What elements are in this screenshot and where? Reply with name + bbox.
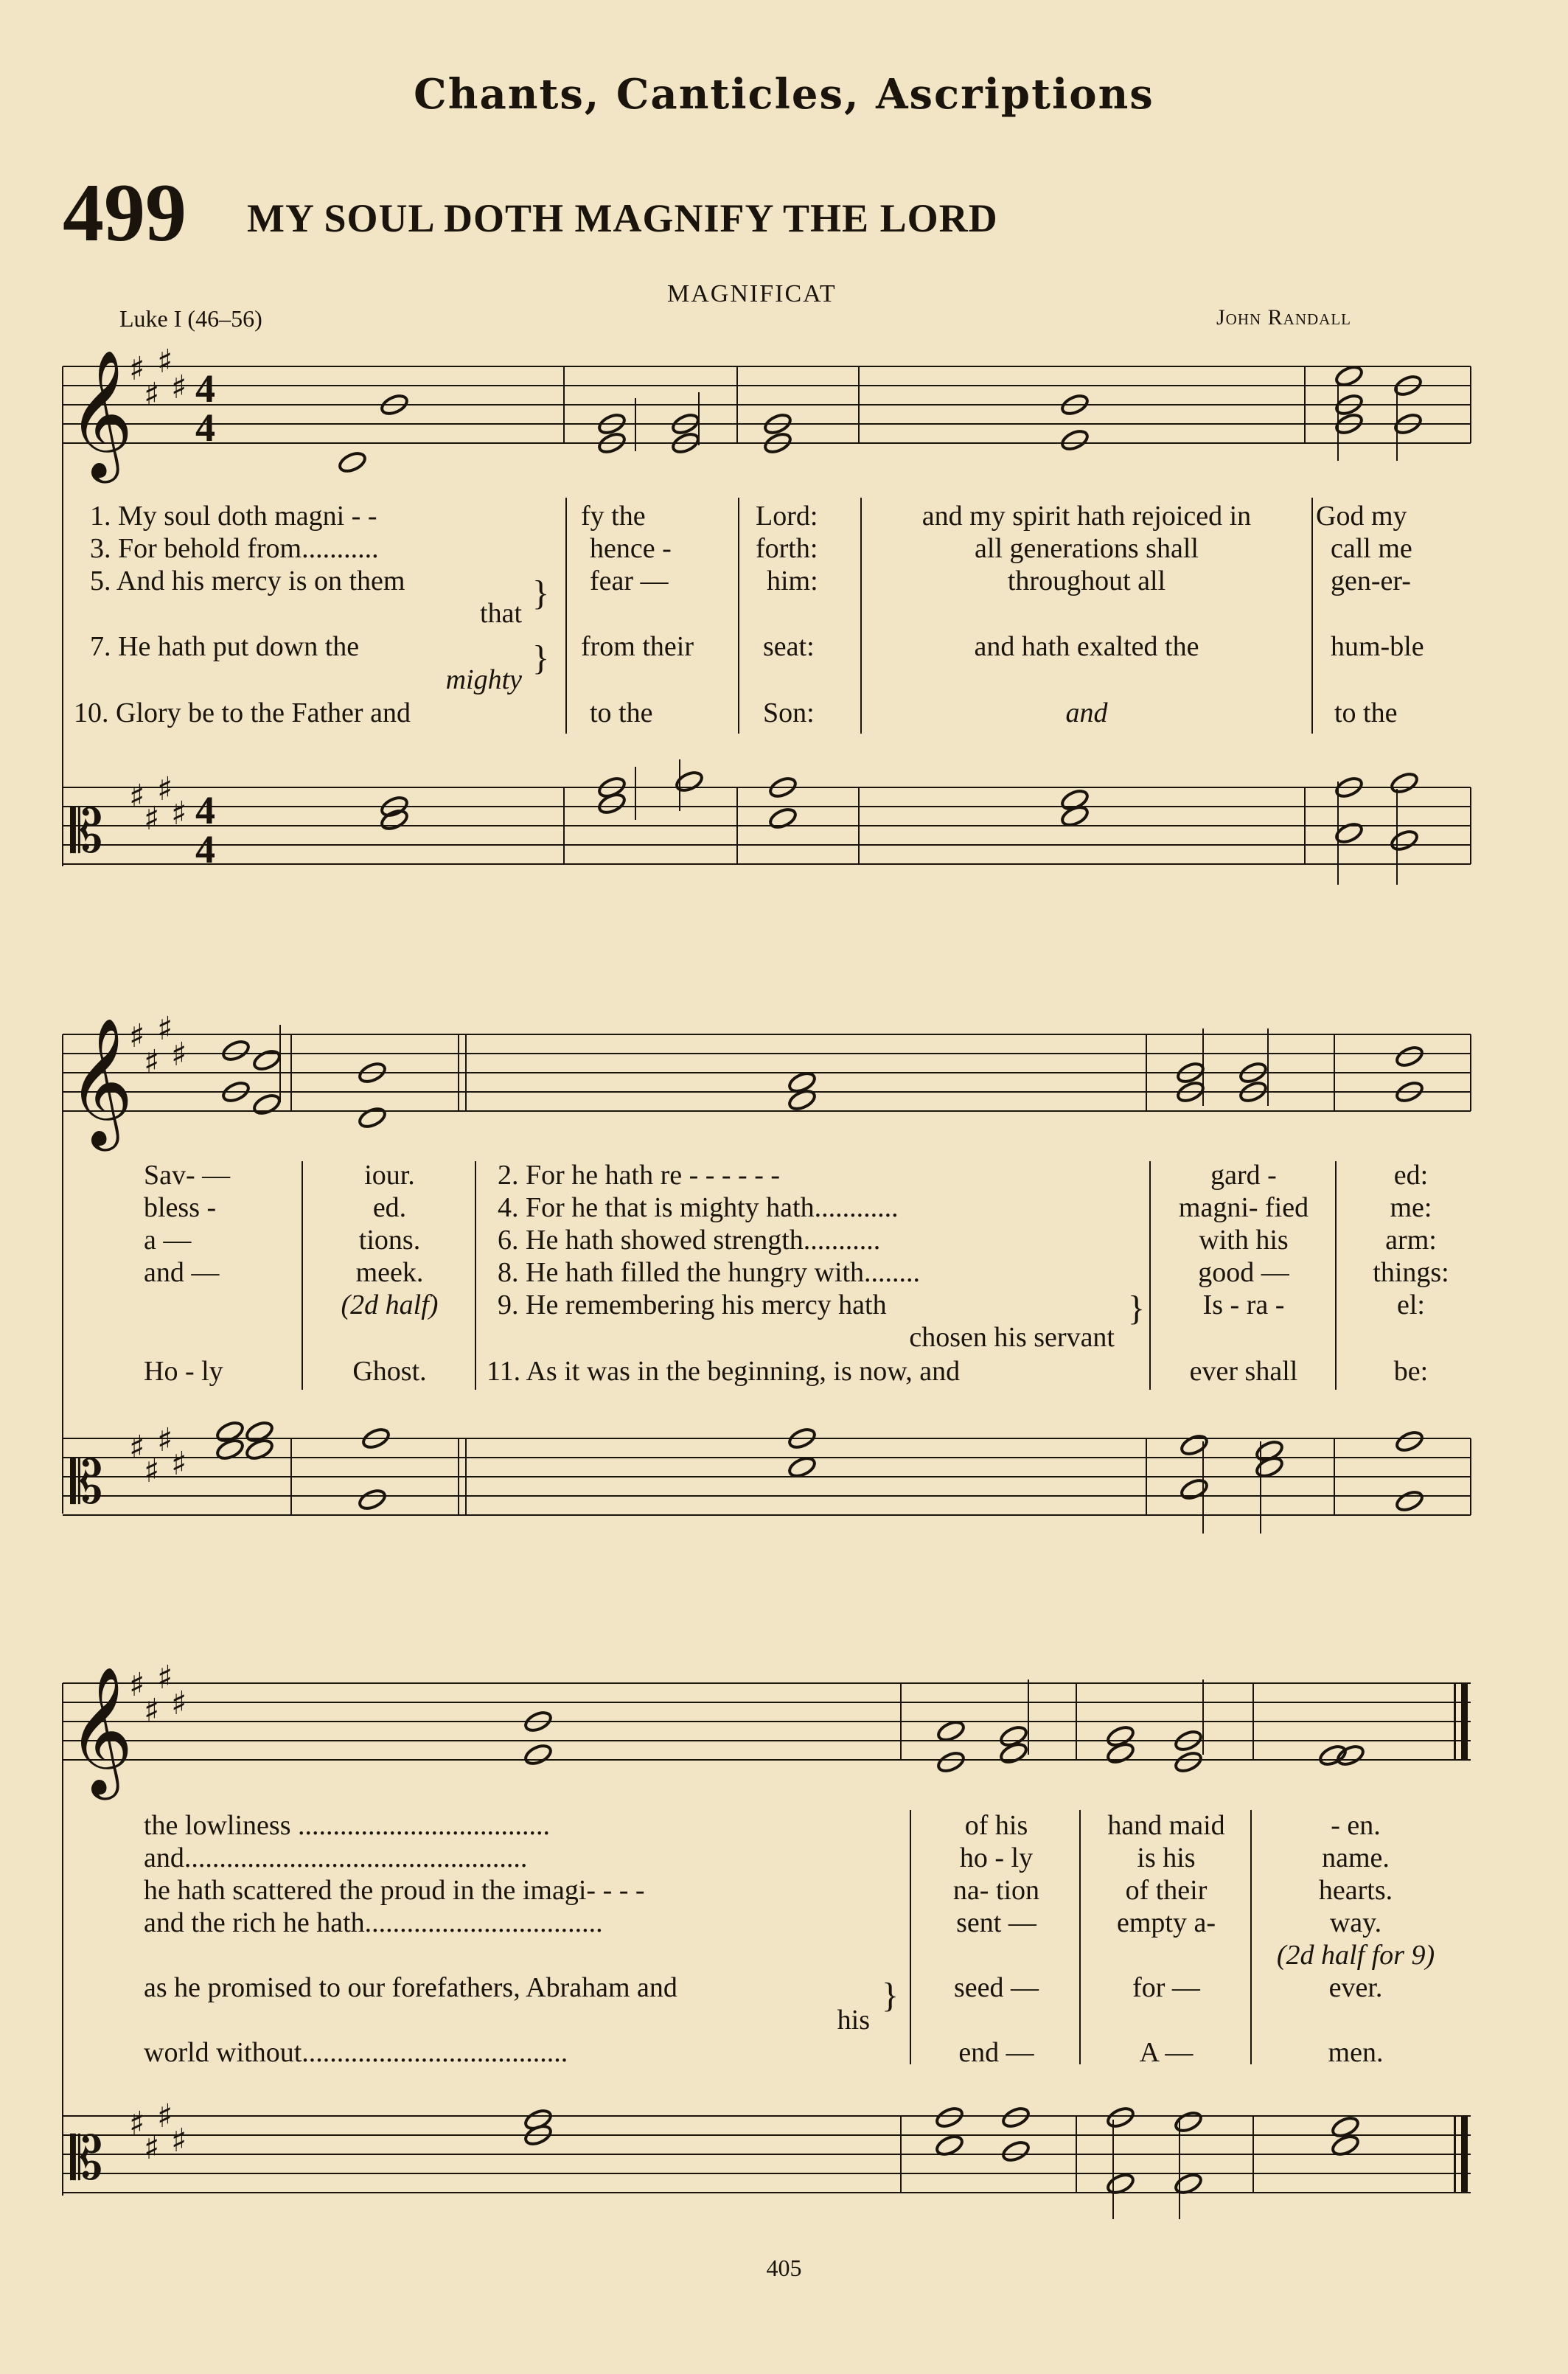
svg-text:♯: ♯ bbox=[144, 376, 160, 414]
lyric-col4-5: and bbox=[1065, 697, 1108, 728]
lyric-s2-col2-1: iour. bbox=[364, 1160, 415, 1191]
svg-text:}: } bbox=[882, 1976, 899, 2015]
hymn-number: 499 bbox=[63, 167, 187, 259]
svg-text:♯: ♯ bbox=[144, 1692, 160, 1730]
lyric-s2-col4-2: magni- fied bbox=[1178, 1192, 1309, 1223]
lyric-s2-col1-2: bless - bbox=[144, 1192, 217, 1223]
lyric-col5-2: call me bbox=[1331, 533, 1412, 564]
svg-text:♯: ♯ bbox=[129, 1017, 145, 1055]
svg-text:♯: ♯ bbox=[129, 350, 145, 388]
lyric-s2-col1-4: and — bbox=[144, 1257, 220, 1288]
lyric-line-1d: 7. He hath put down the bbox=[90, 631, 360, 662]
lyric-s2-col5-6: be: bbox=[1393, 1356, 1429, 1387]
svg-text:}: } bbox=[1128, 1289, 1146, 1328]
svg-text:𝄡: 𝄡 bbox=[70, 2124, 103, 2193]
lyric-s3-col1-5: as he promised to our forefathers, Abraham and bbox=[144, 1972, 677, 2003]
barlines-bass-2 bbox=[291, 1438, 1471, 1534]
lyric-s2-col4-5: Is - ra - bbox=[1202, 1289, 1285, 1320]
lyric-s2-col2-4: meek. bbox=[355, 1257, 424, 1288]
lyric-col2-3: fear — bbox=[590, 565, 669, 596]
barlines-bass-1 bbox=[564, 759, 1471, 885]
lyric-s2-col3-5-cont: chosen his servant bbox=[909, 1322, 1115, 1353]
lyric-s3-col4-6: ever. bbox=[1328, 1972, 1383, 2003]
lyric-s3-col1-6: world without...................................... bbox=[144, 2037, 568, 2068]
staff-lines-treble-3 bbox=[63, 1683, 1471, 1760]
lyric-col4-1: and my spirit hath rejoiced in bbox=[921, 501, 1252, 532]
lyric-col4-3: throughout all bbox=[1007, 565, 1166, 596]
lyric-s3-col4-3: hearts. bbox=[1318, 1875, 1393, 1906]
svg-text:♯: ♯ bbox=[144, 2129, 160, 2167]
lyric-s2-col3-6: 11. As it was in the beginning, is now, and bbox=[487, 1356, 961, 1387]
svg-text:♯: ♯ bbox=[157, 1010, 173, 1048]
staff-lines-bass-3 bbox=[63, 2116, 1471, 2193]
lyric-col2-1: fy the bbox=[581, 501, 646, 532]
lyric-s3-col2-6: end — bbox=[958, 2037, 1034, 2068]
lyric-s3-col3-4: empty a- bbox=[1116, 1907, 1216, 1938]
lyric-s3-col1-4: and the rich he hath.................................. bbox=[144, 1907, 603, 1938]
lyric-col2-2: hence - bbox=[590, 533, 672, 564]
tune-name: MAGNIFICAT bbox=[667, 280, 837, 307]
svg-text:♯: ♯ bbox=[144, 1043, 160, 1081]
lyric-s2-col5-1: ed: bbox=[1393, 1160, 1429, 1191]
svg-text:4: 4 bbox=[195, 788, 215, 832]
lyric-s3-col3-6: A — bbox=[1139, 2037, 1194, 2068]
svg-text:4: 4 bbox=[195, 827, 215, 871]
svg-text:𝄡: 𝄡 bbox=[70, 797, 103, 866]
lyric-s3-col2-5: seed — bbox=[953, 1972, 1039, 2003]
svg-text:𝄡: 𝄡 bbox=[70, 1448, 103, 1517]
lyric-s3-col3-1: hand maid bbox=[1107, 1810, 1225, 1841]
section-title: Chants, Canticles, Ascriptions bbox=[414, 70, 1154, 119]
lyric-s2-col4-3: with his bbox=[1199, 1225, 1289, 1256]
lyric-s2-col3-5: 9. He remembering his mercy hath bbox=[498, 1289, 887, 1320]
alto-clef-glyphs bbox=[70, 797, 103, 2193]
lyric-s3-col2-2: ho - ly bbox=[959, 1842, 1034, 1873]
page-number: 405 bbox=[766, 2255, 802, 2281]
lyric-s2-col5-4: things: bbox=[1373, 1257, 1449, 1288]
lyric-s2-col3-1: 2. For he hath re - - - - - - bbox=[498, 1160, 781, 1191]
svg-text:♯: ♯ bbox=[129, 2105, 145, 2142]
lyric-col4-2: all generations shall bbox=[975, 533, 1199, 564]
lyric-s3-col3-5: for — bbox=[1132, 1972, 1200, 2003]
lyric-line-1a: 1. My soul doth magni - - bbox=[90, 501, 377, 532]
svg-text:♯: ♯ bbox=[171, 1445, 187, 1483]
svg-text:♯: ♯ bbox=[171, 2122, 187, 2159]
svg-text:}: } bbox=[532, 574, 550, 613]
svg-text:𝄞: 𝄞 bbox=[68, 1666, 133, 1795]
lyric-s3-col4-2: name. bbox=[1322, 1842, 1390, 1873]
lyric-line-1b: 3. For behold from........... bbox=[90, 533, 379, 564]
lyric-s3-col1-3: he hath scattered the proud in the imagi- - - - bbox=[144, 1875, 645, 1906]
svg-text:♯: ♯ bbox=[157, 2098, 173, 2135]
lyric-line-1c-cont: that bbox=[480, 598, 522, 629]
svg-text:♯: ♯ bbox=[171, 1036, 187, 1073]
lyric-s2-col2-5: (2d half) bbox=[341, 1289, 439, 1320]
barlines-bass-3 bbox=[901, 2116, 1253, 2219]
lyric-s3-col1-5-cont: his bbox=[837, 2005, 870, 2036]
lyric-col2-5: to the bbox=[590, 697, 653, 728]
time-signature bbox=[195, 366, 215, 871]
lyric-s3-col4-4: way. bbox=[1329, 1907, 1382, 1938]
lyric-col5-4: hum-ble bbox=[1331, 631, 1424, 662]
svg-text:♯: ♯ bbox=[129, 1666, 145, 1704]
lyric-s2-col2-3: tions. bbox=[358, 1225, 421, 1256]
lyric-s3-col3-2: is his bbox=[1137, 1842, 1196, 1873]
hymn-title: MY SOUL DOTH MAGNIFY THE LORD bbox=[247, 196, 998, 240]
svg-text:♯: ♯ bbox=[144, 1452, 160, 1490]
lyric-s2-col4-4: good — bbox=[1198, 1257, 1289, 1288]
lyric-s2-col1-5: Ho - ly bbox=[144, 1356, 223, 1387]
lyric-s3-col2-1: of his bbox=[964, 1810, 1028, 1841]
lyric-s3-col2-4: sent — bbox=[956, 1907, 1036, 1938]
lyric-s2-col3-4: 8. He hath filled the hungry with........ bbox=[498, 1257, 921, 1288]
lyric-s2-col3-3: 6. He hath showed strength........... bbox=[498, 1225, 881, 1256]
svg-text:♯: ♯ bbox=[171, 795, 187, 832]
lyric-col5-5: to the bbox=[1334, 697, 1398, 728]
lyric-s3-col4-1: - en. bbox=[1331, 1810, 1381, 1841]
lyric-col3-2: forth: bbox=[756, 533, 818, 564]
lyric-col5-1: God my bbox=[1316, 501, 1407, 532]
lyric-s2-col1-1: Sav- — bbox=[144, 1160, 231, 1191]
lyric-s3-col3-3: of their bbox=[1125, 1875, 1208, 1906]
staff-lines-treble-2 bbox=[63, 1034, 1471, 1111]
lyric-s2-col3-2: 4. For he that is mighty hath............ bbox=[498, 1192, 899, 1223]
scripture-reference: Luke I (46–56) bbox=[119, 305, 262, 332]
lyric-s2-col2-6: Ghost. bbox=[352, 1356, 427, 1387]
svg-text:♯: ♯ bbox=[157, 1421, 173, 1459]
lyric-line-1c: 5. And his mercy is on them bbox=[90, 565, 405, 596]
svg-text:𝄞: 𝄞 bbox=[68, 1017, 133, 1146]
lyric-col3-5: Son: bbox=[763, 697, 815, 728]
lyric-s2-col5-2: me: bbox=[1390, 1192, 1432, 1223]
lyric-s3-col4-5: (2d half for 9) bbox=[1276, 1940, 1435, 1971]
lyric-line-1d-cont: mighty bbox=[445, 664, 522, 695]
composer-name: John Randall bbox=[1216, 305, 1351, 330]
staff-lines-bass-1 bbox=[63, 787, 1471, 864]
svg-text:}: } bbox=[532, 638, 550, 678]
svg-text:♯: ♯ bbox=[129, 1429, 145, 1466]
svg-text:♯: ♯ bbox=[129, 778, 145, 815]
svg-text:♯: ♯ bbox=[171, 369, 187, 406]
svg-text:𝄞: 𝄞 bbox=[68, 349, 133, 478]
lyric-col3-4: seat: bbox=[763, 631, 815, 662]
lyric-col5-3: gen-er- bbox=[1331, 565, 1411, 596]
lyric-s3-col2-3: na- tion bbox=[952, 1875, 1040, 1906]
lyric-s2-col5-3: arm: bbox=[1385, 1225, 1437, 1256]
lyric-line-1e: 10. Glory be to the Father and bbox=[74, 697, 411, 728]
svg-text:♯: ♯ bbox=[157, 343, 173, 380]
lyric-col4-4: and hath exalted the bbox=[974, 631, 1199, 662]
svg-text:4: 4 bbox=[195, 366, 215, 411]
lyric-s2-col4-1: gard - bbox=[1210, 1160, 1277, 1191]
lyric-col3-1: Lord: bbox=[756, 501, 818, 532]
svg-text:♯: ♯ bbox=[157, 1659, 173, 1696]
lyric-s2-col5-5: el: bbox=[1397, 1289, 1425, 1320]
lyric-s3-col1-1: the lowliness .................................... bbox=[144, 1810, 550, 1841]
svg-text:4: 4 bbox=[195, 405, 215, 450]
lyric-s3-col4-7: men. bbox=[1328, 2037, 1384, 2068]
svg-text:♯: ♯ bbox=[157, 770, 173, 808]
lyric-col3-3: him: bbox=[767, 565, 818, 596]
lyric-s2-col2-2: ed. bbox=[372, 1192, 407, 1223]
svg-text:♯: ♯ bbox=[144, 800, 160, 838]
lyric-s2-col4-6: ever shall bbox=[1189, 1356, 1298, 1387]
lyric-s3-col1-2: and................................................. bbox=[144, 1842, 528, 1873]
lyric-s2-col1-3: a — bbox=[144, 1225, 192, 1256]
svg-text:♯: ♯ bbox=[171, 1685, 187, 1722]
lyric-col2-4: from their bbox=[581, 631, 694, 662]
